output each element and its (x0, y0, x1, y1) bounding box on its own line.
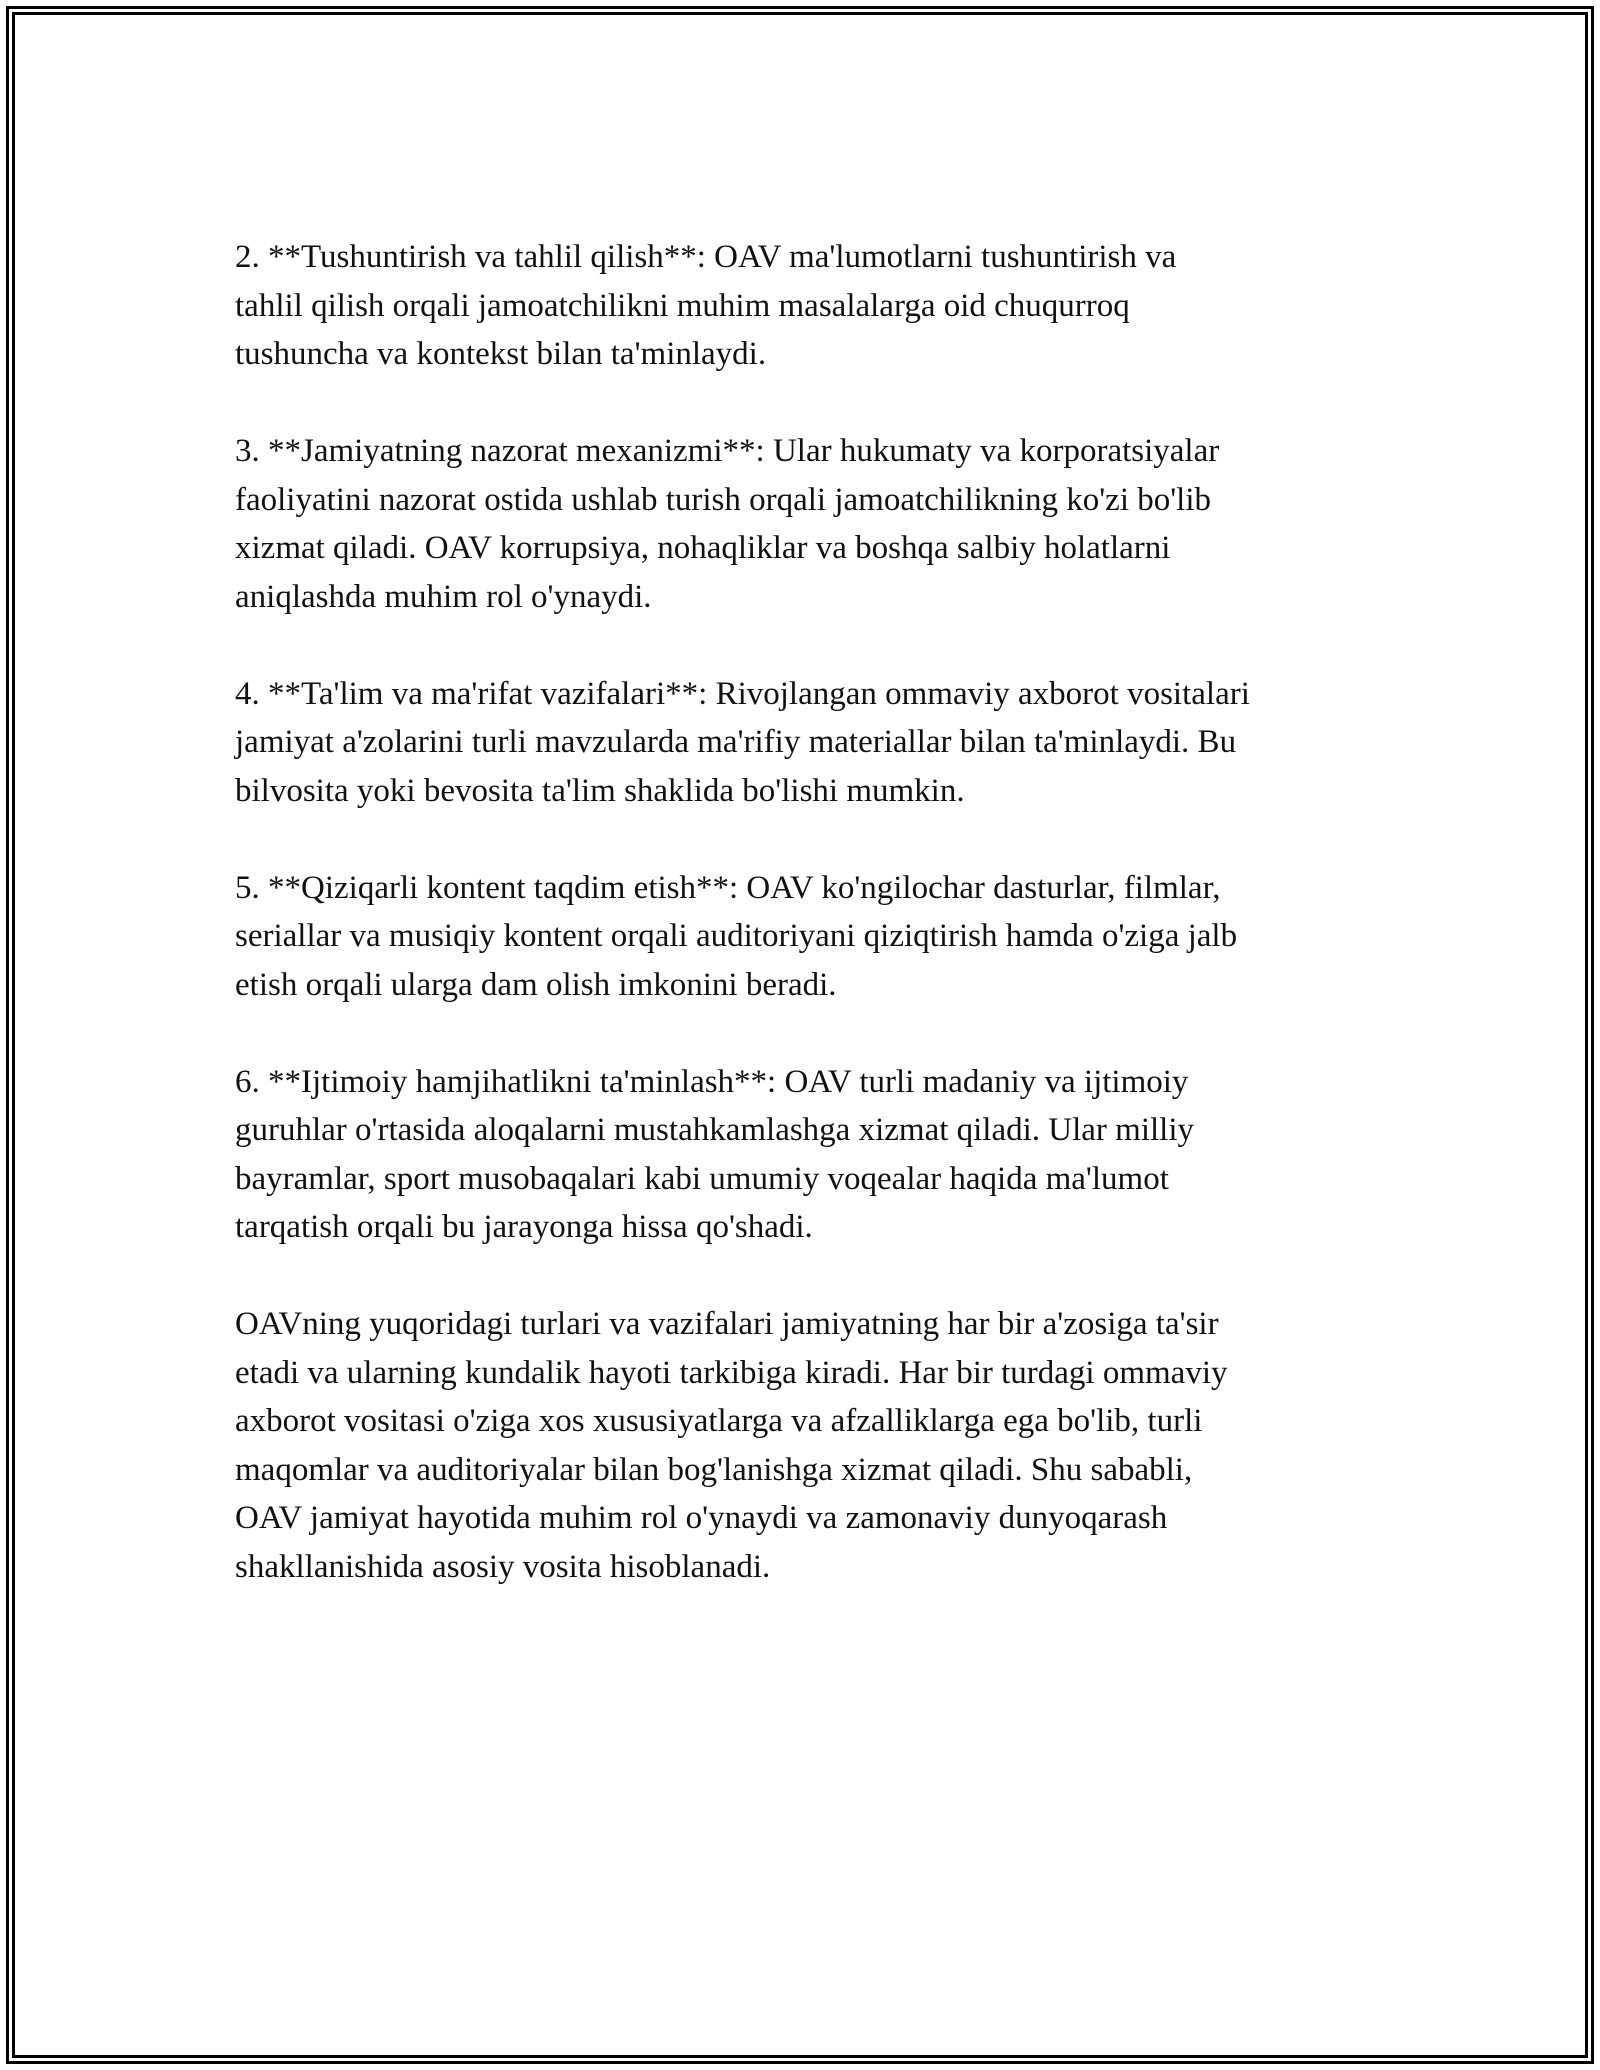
paragraph-explanation-analysis: 2. **Tushuntirish va tahlil qilish**: OAV ma'lumotlarni tushuntirish va tahlil qilish orqali jamoatchilikni muhim masalalarga oid chuqurroq tushuncha va kontekst bilan ta'minlaydi. (235, 239, 1177, 372)
paragraph-entertainment-content: 5. **Qiziqarli kontent taqdim etish**: OAV ko'ngilochar dasturlar, filmlar, seriallar va musiqiy kontent orqali auditoriyani qiziqtirish hamda o'ziga jalb etish orqali ularga dam olish imkonini beradi. (235, 869, 1238, 1003)
paragraph-control-mechanism: 3. **Jamiyatning nazorat mexanizmi**: Ular hukumaty va korporatsiyalar faoliyatini nazorat ostida ushlab turish orqali jamoatchilikning ko'zi bo'lib xizmat qiladi. OAV korrupsiya, nohaqliklar va boshqa salbiy holatlarni aniqlashda muhim rol o'ynaydi. (235, 433, 1220, 615)
paragraph-social-cohesion: 6. **Ijtimoiy hamjihatlikni ta'minlash**: OAV turli madaniy va ijtimoiy guruhlar o'rtasida aloqalarni mustahkamlashga xizmat qiladi. Ular milliy bayramlar, sport musobaqalari kabi umumiy voqealar haqida ma'lumot tarqatish orqali bu jarayonga hissa qo'shadi. (235, 1063, 1195, 1245)
paragraph-conclusion: OAVning yuqoridagi turlari va vazifalari jamiyatning har bir a'zosiga ta'sir etadi va ularning kundalik hayoti tarkibiga kiradi. Har bir turdagi ommaviy axborot vositasi o'ziga xos xususiyatlarga va afzalliklarga ega bo'lib, turli maqomlar va auditoriyalar bilan bog'lanishga xizmat qiladi. Shu sababli, OAV jamiyat hayotida muhim rol o'ynaydi va zamonaviy dunyoqarash shakllanishida asosiy vosita hisoblanadi. (235, 1306, 1228, 1585)
paragraph-education-functions: 4. **Ta'lim va ma'rifat vazifalari**: Rivojlangan ommaviy axborot vositalari jamiyat a'zolarini turli mavzularda ma'rifiy materiallar bilan ta'minlaydi. Bu bilvosita yoki bevosita ta'lim shaklida bo'lishi mumkin. (235, 675, 1250, 809)
document-body (235, 233, 1380, 1640)
